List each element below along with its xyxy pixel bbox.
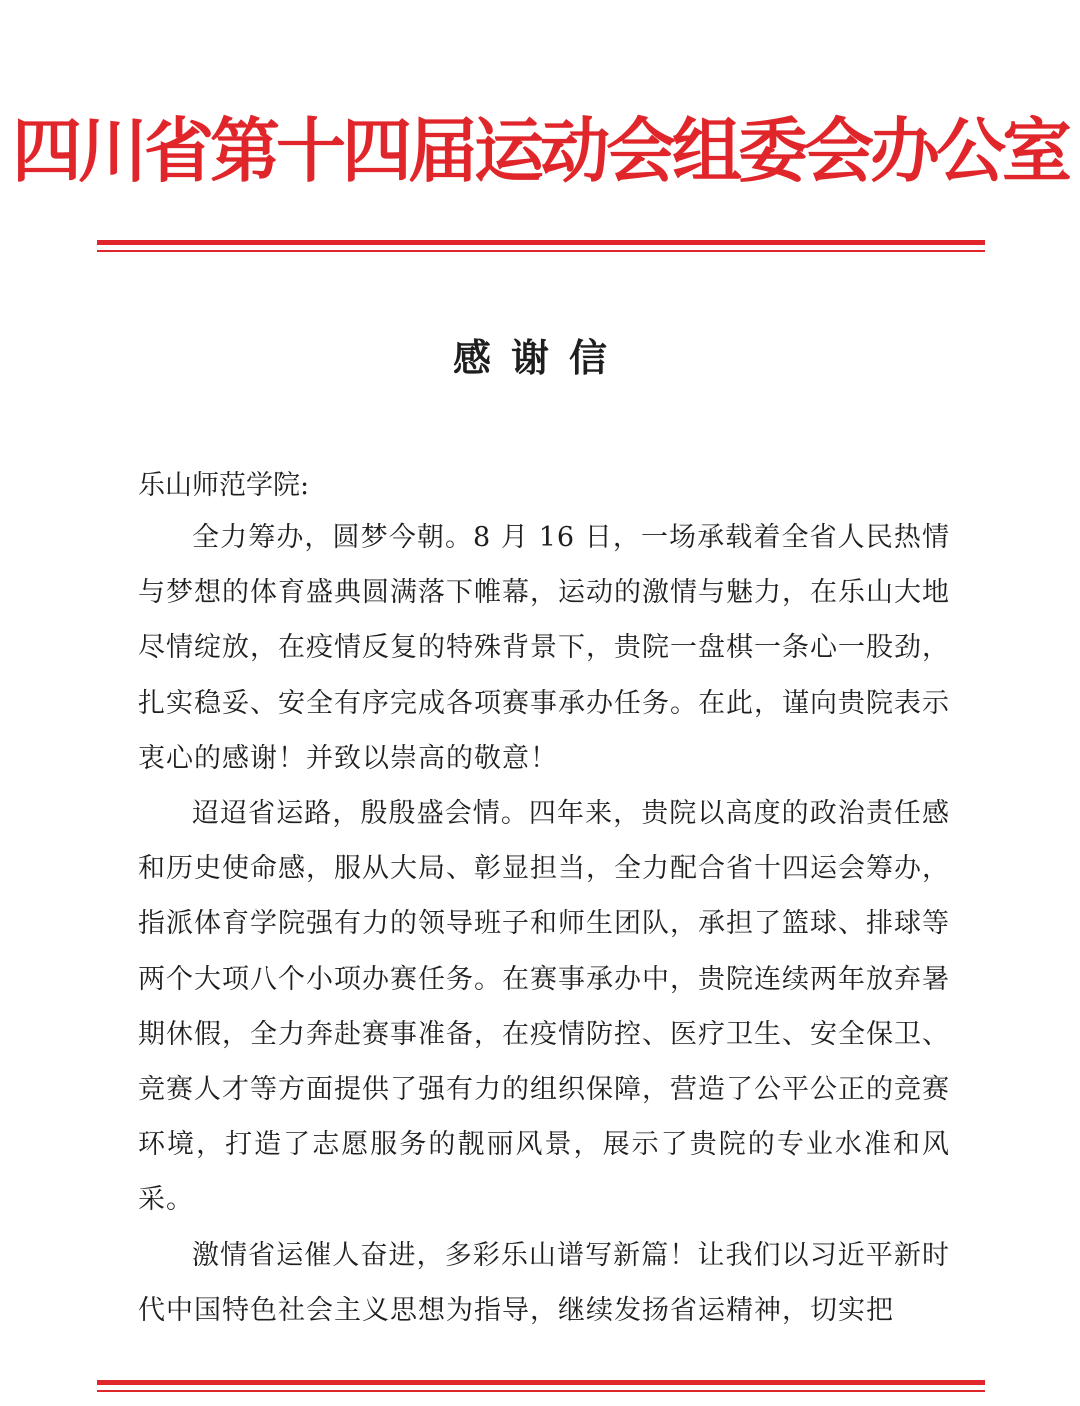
paragraph: 激情省运催人奋进，多彩乐山谱写新篇！让我们以习近平新时代中国特色社会主义思想为指导，继续发扬省运精神，切实把 <box>138 1239 950 1326</box>
letterhead-rule-thin <box>97 250 985 252</box>
paragraph: 全力筹办，圆梦今朝。8 月 16 日，一场承载着全省人民热情与梦想的体育盛典圆满落下帷幕，运动的激情与魅力，在乐山大地尽情绽放，在疫情反复的特殊背景下，贵院一盘棋一条心一股劲，扎实稳妥、安全有序完成各项赛事承办任务。在此，谨向贵院表示衷心的感谢！并致以崇高的敬意！ <box>138 522 950 774</box>
letter-title: 感谢信 <box>452 335 627 380</box>
paragraph: 迢迢省运路，殷殷盛会情。四年来，贵院以高度的政治责任感和历史使命感，服从大局、彰显担当，全力配合省十四运会筹办，指派体育学院强有力的领导班子和师生团队，承担了篮球、排球等两个大项八个小项办赛任务。在赛事承办中，贵院连续两年放弃暑期休假，全力奔赴赛事准备，在疫情防控、医疗卫生、安全保卫、竞赛人才等方面提供了强有力的组织保障，营造了公平公正的竞赛环境，打造了志愿服务的靓丽风景，展示了贵院的专业水准和风采。 <box>138 798 950 1216</box>
letter-paragraphs <box>138 510 950 1338</box>
footer-rule-thick <box>97 1380 985 1385</box>
footer-rule-thin <box>97 1390 985 1392</box>
letterhead-rule-thick <box>97 240 985 245</box>
letterhead-org-title: 四川省第十四届运动会组委会办公室 <box>12 109 1068 192</box>
letter-salutation: 乐山师范学院: <box>138 470 310 501</box>
